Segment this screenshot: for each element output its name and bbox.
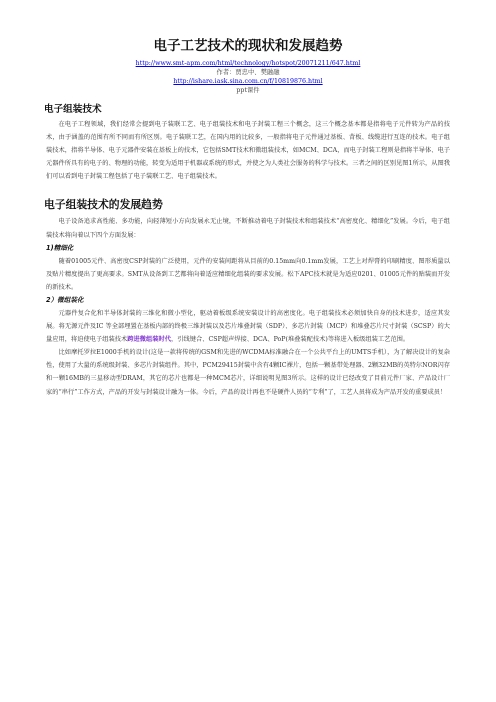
- section2-intro-paragraph: 电子设备追求高性能、多功能，向轻薄短小方向发展永无止境，不断推动着电子封装技术和组装技术“高密度化、精细化”发展。今后，电子组装技术将向着以下四个方面发展：: [46, 218, 450, 239]
- document-page: [46, 34, 450, 399]
- subheading-micro-assembly: 2）微组装化: [46, 295, 84, 304]
- source-link-iask[interactable]: http://ishare.iask.sina.com.cn/f/10819876.html: [173, 78, 323, 85]
- section1-paragraph: 在电子工程领域，我们经常会提到电子装联工艺、电子组装技术和电子封装工程三个概念，这三个概念基本都是指将电子元件转为产品的技术，由于涵盖的范围有所不同而有所区别。电子装联工艺，在国内用的比较多，一般指将电子元件通过基板、背板、线缆进行互连的技术。电子组装技术，指将半导体、电子元器件安装在基板上的技术，它包括SMT技术和微组装技术，如MCM、DCA，而电子封装工程则是指将半导体、电子元器件所具有的电子的、物理的功能，转变为适用于机器或系统的形式，并使之为人类社会服务的科学与技术。三者之间的区别见图1所示，从图我们可以看到电子封装工程包括了电子装联工艺、电子组装技术。: [46, 121, 450, 181]
- document-title: 电子工艺技术的现状和发展趋势: [153, 38, 343, 54]
- micro-assembly-paragraph: [46, 307, 450, 346]
- section-heading-trends: 电子组装技术的发展趋势: [44, 198, 163, 212]
- micro-assembly-text-b: ，引线键合、CSP超声焊接、DCA、PoP(堆叠装配技术)等将进入板级组装工艺范围。: [171, 336, 410, 344]
- ppt-label: ppt课件: [236, 87, 260, 94]
- authors-line: 作者：贾忠中、樊融融: [216, 69, 280, 76]
- micro-assembly-text-a: 元器件复合化和半导体封装的三维化和微小型化，驱动着板级系统安装设计的高密度化。电子组装技术必须加快自身的技术进步，适应其发展。将无源元件及IC 等全部埋置在基板内部的终极三维封装以及芯片堆叠封装（SDP）、多芯片封装（MCP）和堆叠芯片尺寸封装（SCSP）的大量应用，将迫使电子组装技术: [46, 309, 450, 344]
- motorola-example-paragraph: 比如摩托罗拉E1000手机的设计(这是一款将传统的GSM和先进的WCDMA标准融合在一个公共平台上的UMTS手机），为了解决设计的复杂性，使用了大量的系统级封装、多芯片封装组件。其中，PCM29415封装中含有4颗IC裸片，包括一颗基带处理器、2颗32MB的英特尔NOR闪存和一颗16MB的三星移动型DRAM，其它的芯片也都是一种MCM芯片，详细说明见图3所示。这样的设计已经改变了目前元件厂家、产品设计厂家的“串行”工作方式，产品的开发与封装设计融为一体。今后，产品的设计再也不是硬件人员的“专利”了，工艺人员将成为产品开发的重要成员！: [46, 349, 450, 396]
- section-heading-electronic-assembly: 电子组装技术: [44, 104, 102, 115]
- source-link-smt-apm[interactable]: http://www.smt-apm.com/html/technology/hotspot/20071211/647.html: [135, 60, 361, 67]
- subheading-refinement: 1)精细化: [46, 243, 74, 252]
- highlighted-phrase: 跨进微组装时代: [127, 336, 171, 344]
- refinement-paragraph: 随着01005元件、高密度CSP封装的广泛使用，元件的安装间距将从目前的0.15mm向0.1mm发展，工艺上对焊膏的印刷精度、图形质量以及贴片精度提出了更高要求。SMT从设备到工艺都将向着适应精细化组装的要求发展。松下APC技术就是为适应0201、01005元件的贴装而开发的新技术。: [46, 257, 450, 291]
